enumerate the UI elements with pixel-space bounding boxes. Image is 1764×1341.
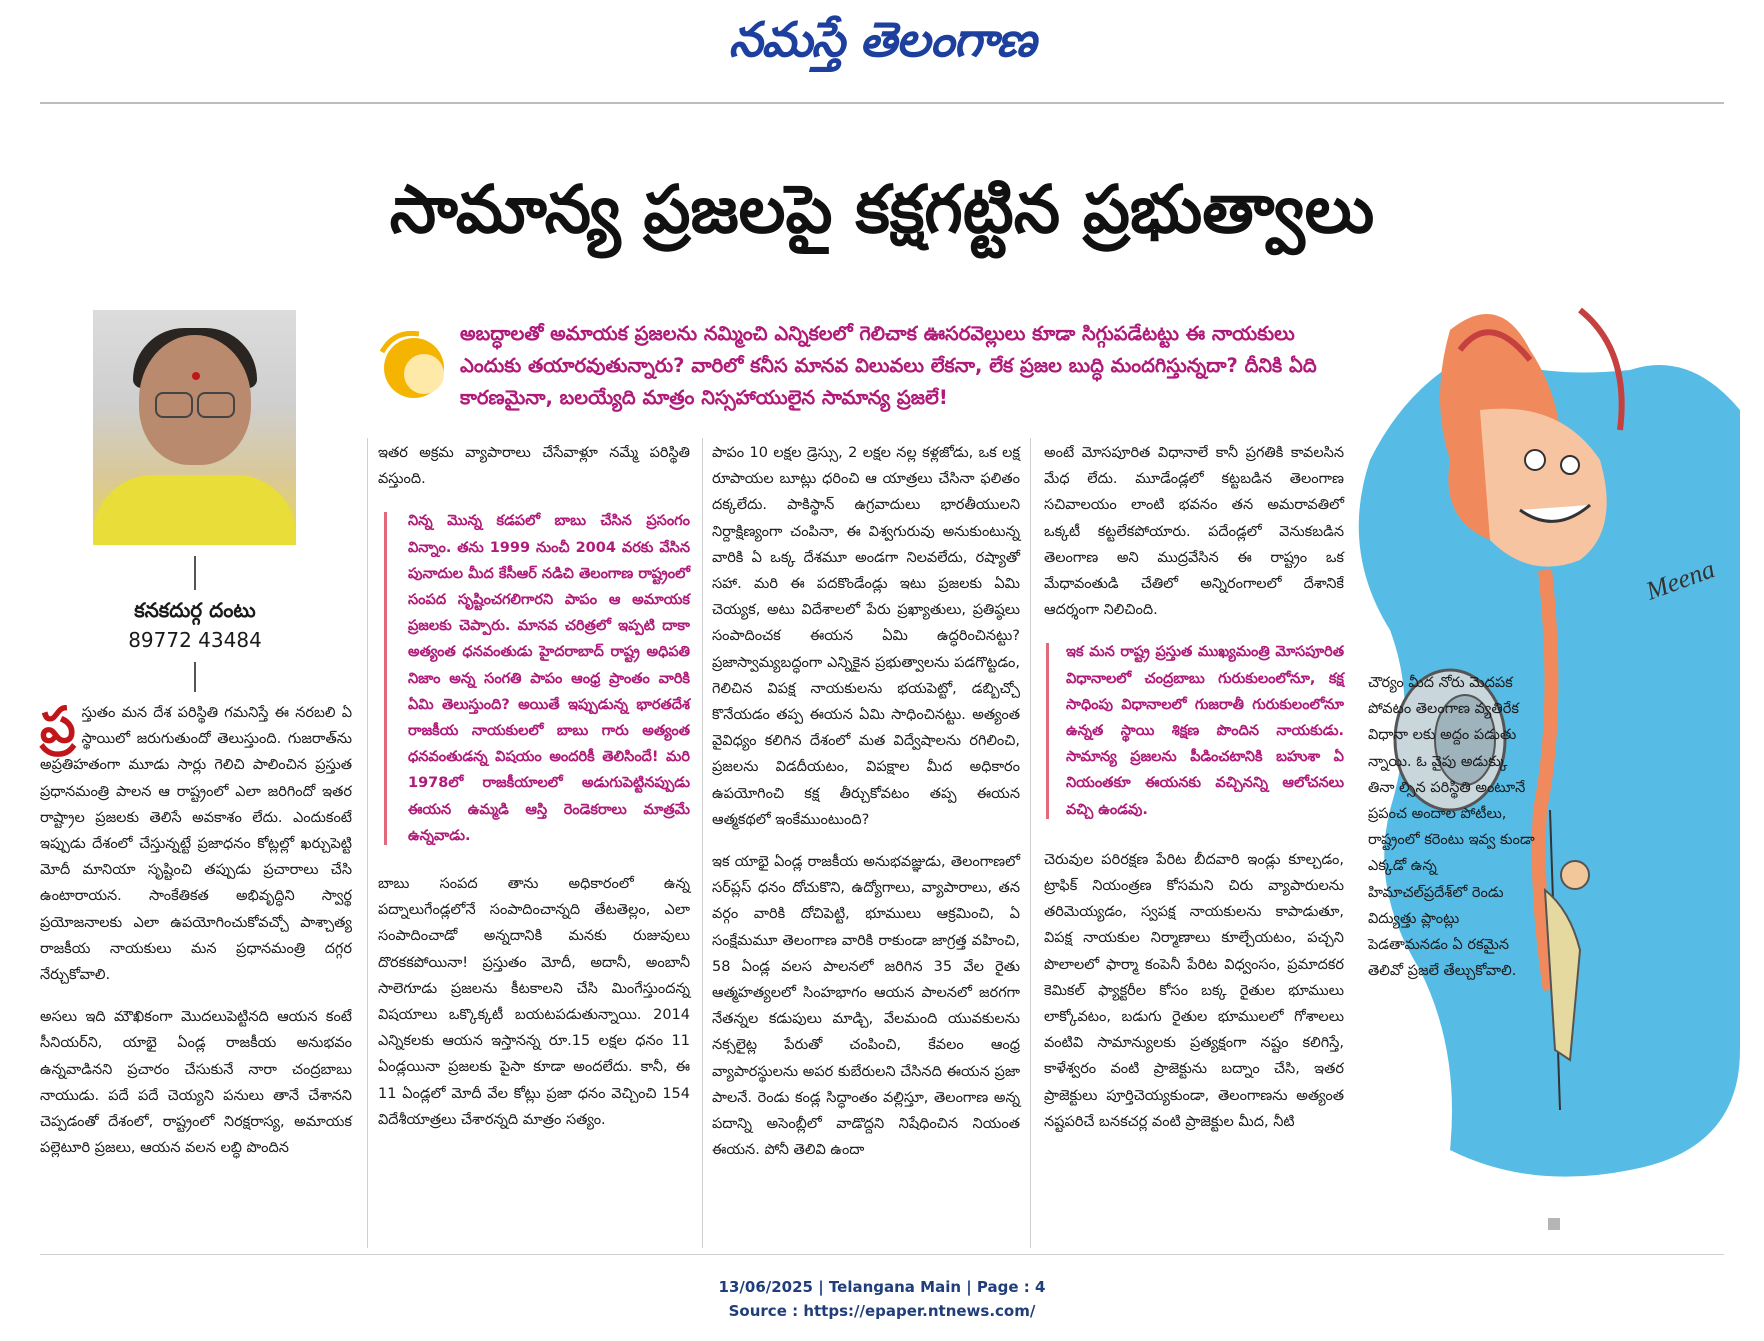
column-4-paragraph-2: చెరువుల పరిరక్షణ పేరిట బీదవారి ఇండ్లు కూల్చడం, ట్రాఫిక్ నియంత్రణ కోసమని చిరు వ్యాపారులను తరిమెయ్యడం, స్వపక్ష నాయకులను కాపాడుతూ, విపక్ష నాయకుల నిర్మాణాలు కూల్చేయటం, పచ్చని పొలాలలో ఫార్మా కంపెనీ పేరిట విధ్వంసం, ప్రమాదకర కెమికల్ ఫ్యాక్టరీల కోసం బక్క రైతుల భూములు లాక్కోవటం, బడుగు రైతుల భూములలో గోశాలలు వంటివి సామాన్యులకు ప్రత్యక్షంగా నష్టం కలిగిస్తే, కాళేశ్వరం వంటి ప్రాజెక్టును బద్నాం చేసి, ఇతర ప్రాజెక్టులు పూర్తిచెయ్యకుండా, తెలంగాణను అత్యంత నష్టపరిచే బనకచర్ల వంటి ప్రాజెక్టుల మీద, నీటి: [1044, 851, 1344, 1130]
article-column-4: [1044, 440, 1344, 1151]
article-column-5: [1368, 670, 1538, 1000]
pull-quote-bar: [1046, 643, 1049, 818]
intro-moon-icon: [364, 322, 454, 412]
footer-divider: [40, 1254, 1724, 1255]
author-divider-top: [194, 556, 196, 590]
column-2-paragraph-2: బాబు సంపద తాను అధికారంలో ఉన్న పద్నాలుగేండ్లలోనే సంపాదించాన్నది తేటతెల్లం, ఎలా సంపాదించాడో అన్నదానికి మనకు రుజువులు దొరకకపోయినా! ప్రస్తుతం మోదీ, అదానీ, అంబానీ సాలెగూడు ప్రజలను కీటకాలని చేసి మింగేస్తుందన్న విషయాలు ఒక్కొక్కటీ బయటపడుతున్నాయి. 2014 ఎన్నికలకు ఆయన ఇస్తానన్న రూ.15 లక్షల ధనం 11 ఏండ్లయినా ప్రజలకు పైసా కూడా అందలేదు. కానీ, ఈ 11 ఏండ్లలో మోదీ వేల కోట్లు ప్రజా ధనం వెచ్చించి 154 విదేశీయాత్రలు చేశారన్నది మాత్రం సత్యం.: [378, 876, 690, 1128]
column-1-paragraph-2: అసలు ఇది మౌఖికంగా మొదలుపెట్టినది ఆయన కంటే సీనియర్‌ని, యాభై ఏండ్ల రాజకీయ అనుభవం ఉన్నవాడినని ప్రచారం చేసుకునే నారా చంద్రబాబు నాయుడు. పదే పదే చెయ్యని పనులు తానే చేశానని చెప్పడంతో దేశంలో, రాష్ట్రంలో నిరక్షరాస్య, అమాయక పల్లెటూరి ప్రజలు, ఆయన వలన లబ్ధి పొందిన: [40, 1009, 352, 1157]
article-column-1: [40, 696, 352, 1177]
column-3-paragraph-1: పాపం 10 లక్షల డ్రెస్సు, 2 లక్షల నల్ల కళ్లజోడు, ఒక లక్ష రూపాయల బూట్లు ధరించి ఆ యాత్రలు చేసినా ఫలితం దక్కలేదు. పాకిస్థాన్ ఉగ్రవాదులు భారతీయులని నిర్దాక్షిణ్యంగా చంపినా, ఈ విశ్వగురువు అనుకుంటున్న వారికి ఏ ఒక్క దేశమూ అండగా నిలవలేదు, రష్యాతో సహా. మరి ఈ పదకొండేండ్లు ఇటు ప్రజలకు ఏమి చెయ్యక, అటు విదేశాలలో పేరు ప్రఖ్యాతులు, ప్రతిష్ఠలు సంపాదించక ఈయన ఏమి ఉద్ధరించినట్టు? ప్రజాస్వామ్యబద్ధంగా ఎన్నికైన ప్రభుత్వాలను పడగొట్టడం, గెలిచిన విపక్ష నాయకులను భయపెట్టో, డబ్బిచ్చో కొనేయడం తప్ప ఈయన ఏమి సాధించినట్టు. అత్యంత వైవిధ్యం కలిగిన దేశంలో మత విద్వేషాలను రగిలించి, ప్రజలను విడదీయటం, విపక్షాల మీద అధికారం ఉపయోగించి కక్ష తీర్చుకోవటం తప్ప ఈయన ఆత్మకథలో ఇంకేముంటుంది?: [712, 445, 1020, 828]
intro-deck: అబద్ధాలతో అమాయక ప్రజలను నమ్మించి ఎన్నికలలో గెలిచాక ఊసరవెల్లులు కూడా సిగ్గుపడేటట్టు ఈ నాయకులు ఎందుకు తయారవుతున్నారు? వారిలో కనీస మానవ విలువలు లేకనా, లేక ప్రజల బుద్ధి మందగిస్తున్నదా? దీనికి ఏది కారణమైనా, బలయ్యేది మాత్రం నిస్సహాయులైన సామాన్య ప్రజలే!: [460, 322, 1317, 409]
pull-quote-1: [378, 508, 690, 849]
column-rule-2: [702, 438, 703, 1248]
end-mark: [1548, 1218, 1560, 1230]
column-1-paragraph-1: ప్ర స్తుతం మన దేశ పరిస్థితి గమనిస్తే ఈ నరబలి ఏ స్థాయిలో జరుగుతుందో తెలుస్తుంది. గుజరాత్‌ను అప్రతిహతంగా మూడు సార్లు గెలిచి పాలించిన ప్రస్తుత ప్రధానమంత్రి పాలన ఆ రాష్ట్రంలో ఎలా జరిగిందో ఇతర రాష్ట్రాల ప్రజలకు తెలిసే అవకాశం లేదు. ఎందుకంటే ఇప్పుడు దేశంలో చేస్తున్నట్టే ప్రజాధనం కోట్లల్లో ఖర్చుపెట్టి మోదీ మానియా సృష్టించి తప్పుడు ప్రచారాలు చేసి ఉంటారాయన. సాంకేతికత అభివృద్ధిని స్వార్థ ప్రయోజనాలకు ఎలా ఉపయోగించుకోవచ్చో పాశ్చాత్య రాజకీయ నాయకులు మన ప్రధానమంత్రి దగ్గర నేర్చుకోవాలి.: [40, 696, 352, 984]
author-name: కనకదుర్గ దంటు: [134, 598, 256, 622]
pull-quote-2: [1044, 639, 1344, 822]
author-divider-bottom: [194, 662, 196, 692]
column-4-paragraph-1: అంటే మోసపూరిత విధానాలే కానీ ప్రగతికి కావలసిన మేధ లేదు. మూడేండ్లలో కట్టబడిన తెలంగాణ సచివాలయం లాంటి భవనం తన అమరావతిలో ఒక్కటీ కట్టలేకపోయారు. పదేండ్లలో వెనుకబడిన తెలంగాణ అని ముద్రవేసిన ఈ రాష్ట్రం ఒక మేధావంతుడి చేతిలో అన్నిరంగాలలో దేశానికే ఆదర్శంగా నిలిచింది.: [1044, 445, 1344, 619]
column-3-paragraph-2: ఇక యాభై ఏండ్ల రాజకీయ అనుభవజ్ఞుడు, తెలంగాణలో సర్‌ప్లస్ ధనం దోచుకొని, ఉద్యోగాలు, వ్యాపారాలు, తన వర్గం వారికి దోచిపెట్టి, భూములు ఆక్రమించి, ఏ సంక్షేమమూ తెలంగాణ వారికి రాకుండా జాగ్రత్త వహించి, 58 ఏండ్ల వలస పాలనలో జరిగిన 35 వేల రైతు ఆత్మహత్యలలో సింహభాగం ఆయన పాలనలో జరగగా నేతన్నల కడుపులు మాడ్చి, వేలమంది యువకులను నక్సలైట్ల పేరుతో చంపించి, కేవలం ఆంధ్ర వ్యాపారస్థులను అపర కుబేరులని చేసినది ఈయన ప్రజా పాలనే. రెండు కండ్ల సిద్ధాంతం వల్లిస్తూ, తెలంగాణ అన్న పదాన్ని అసెంబ్లీలో వాడొద్దని నిషేధించిన నియంత ఈయన. పోనీ తెలివి ఉందా: [712, 854, 1020, 1159]
pull-quote-bar: [384, 512, 387, 845]
footer-date-line: 13/06/2025 | Telangana Main | Page : 4: [718, 1278, 1046, 1296]
masthead-divider: [40, 102, 1724, 104]
masthead: [0, 12, 1764, 82]
author-photo: [93, 310, 296, 545]
author-phone: 89772 43484: [128, 628, 262, 652]
footer-source-line: Source : https://epaper.ntnews.com/: [728, 1302, 1036, 1320]
column-2-paragraph-1: ఇతర అక్రమ వ్యాపారాలు చేసేవాళ్లూ నమ్మే పరిస్థితి వస్తుంది.: [378, 445, 690, 488]
column-5-paragraph-1: చౌర్యం మీద నోరు మెదపక పోవటం తెలంగాణ వ్యతిరేక విధానా లకు అద్దం పడుతు న్నాయి. ఓ వైపు అడుక్కు తినా ల్సిన పరిస్థితి అంటూనే ప్రపంచ అందాల పోటీలు, రాష్ట్రంలో కరెంటు ఇవ్వ కుండా ఎక్కడో ఉన్న హిమాచల్‌ప్రదేశ్‌లో రెండు విద్యుత్తు ప్లాంట్లు పెడతామనడం ఏ రకమైన తెలివో ప్రజలే తేల్చుకోవాలి.: [1368, 675, 1535, 980]
pull-quote-1-text: నిన్న మొన్న కడపలో బాబు చేసిన ప్రసంగం విన్నాం. తను 1999 నుంచీ 2004 వరకు వేసిన పునాదుల మీద కేసీఆర్ నడిచి తెలంగాణ రాష్ట్రంలో సంపద సృష్టించగలిగారని పాపం ఆ అమాయక ప్రజలకు చెప్పారు. మానవ చరిత్రలో ఇప్పటి దాకా అత్యంత ధనవంతుడు హైదరాబాద్ రాష్ట్ర అధిపతి నిజాం అన్న సంగతి పాపం ఆంధ్ర ప్రాంతం వారికి ఏమి తెలుస్తుంది? అయితే ఇప్పుడున్న భారతదేశ రాజకీయ నాయకులలో బాబు గారు అత్యంత ధనవంతుడన్న విషయం అందరికీ తెలిసిందే! మరి 1978లో రాజకీయాలలో అడుగుపెట్టినప్పుడు ఈయన ఉమ్మడి ఆస్తి రెండెకరాలు మాత్రమే ఉన్నవాడు.: [408, 513, 690, 844]
dropcap: ప్ర: [40, 696, 76, 754]
headline: సామాన్య ప్రజలపై కక్షగట్టిన ప్రభుత్వాలు: [389, 171, 1375, 248]
article-column-3: [712, 440, 1020, 1179]
column-rule-3: [1030, 438, 1031, 1248]
article-column-2: [378, 440, 690, 1149]
column-rule-1: [367, 438, 368, 1248]
masthead-title: నమస్తే తెలంగాణ: [728, 12, 1036, 68]
cartoon-signature: Meena: [1642, 554, 1719, 606]
pull-quote-2-text: ఇక మన రాష్ట్ర ప్రస్తుత ముఖ్యమంత్రి మోసపూరిత విధానాలలో చంద్రబాబు గురుకులంలోనూ, కక్ష సాధింపు విధానాలలో గుజరాతీ గురుకులంలోనూ ఉన్నత స్థాయి శిక్షణ పొందిన నాయకుడు. సామాన్య ప్రజలను పీడించటానికి బహుశా ఏ నియంతకూ ఈయనకు వచ్చినన్ని ఆలోచనలు వచ్చి ఉండవు.: [1066, 644, 1344, 818]
